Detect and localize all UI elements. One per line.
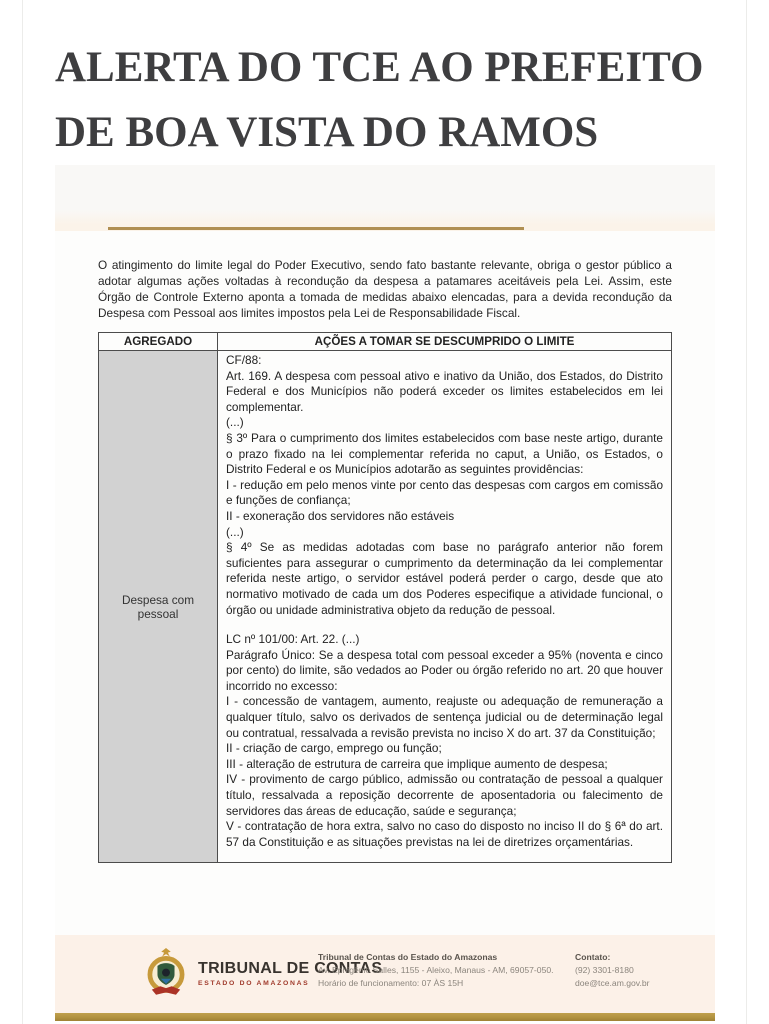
org-address: Av. Ephigênio Salles, 1155 - Aleixo, Manaus - AM, 69057-050. [318, 965, 554, 975]
contact-email: doe@tce.am.gov.br [575, 978, 650, 988]
contact-info [575, 951, 650, 990]
bottom-gold-bar [55, 1013, 715, 1021]
legal-text-line: LC nº 101/00: Art. 22. (...) [226, 632, 360, 647]
legal-text-line: I - redução em pelo menos vinte por cento das despesas com cargos em comissão e funções de confiança; [226, 477, 663, 508]
legal-text-line: (...) [226, 524, 244, 539]
legal-text-line: IV - provimento de cargo público, admissão ou contratação de pessoal a qualquer título, ressalvada a reposição decorrente de aposentadoria ou falecimento de servidores das áreas de educação, saúde e segurança; [226, 772, 663, 818]
brand-subtitle: ESTADO DO AMAZONAS [198, 980, 310, 987]
letterhead-footer [55, 935, 715, 1013]
org-name: Tribunal de Contas do Estado do Amazonas [318, 952, 498, 962]
document-body [55, 231, 715, 935]
actions-cell [218, 351, 672, 863]
row-label-cell: Despesa com pessoal [99, 351, 218, 863]
gold-divider-line [108, 227, 524, 230]
legal-text-line: (...) [226, 415, 244, 430]
contact-label: Contato: [575, 952, 611, 962]
page-title [55, 35, 725, 165]
table-row [99, 351, 672, 863]
table-header-row [99, 333, 672, 351]
letterhead-top-band [55, 165, 715, 231]
cf88-block [226, 353, 663, 618]
contact-phone: (92) 3301-8180 [575, 965, 634, 975]
lc101-block [226, 632, 663, 850]
legal-text-line: II - criação de cargo, emprego ou função; [226, 741, 442, 756]
legal-text-line: Parágrafo Único: Se a despesa total com pessoal exceder a 95% (noventa e cinco por cento) do limite, são vedados ao Poder ou órgão referido no art. 20 que houver incorrido no excesso: [226, 647, 663, 693]
page-title-line2: DE BOA VISTA DO RAMOS [55, 108, 599, 156]
brand-name: TRIBUNAL DE CONTAS [198, 960, 383, 977]
legal-text-line: I - concessão de vantagem, aumento, reajuste ou adequação de remuneração a qualquer título, salvo os derivados de sentença judicial ou de determinação legal ou contratual, ressalvada a revisão prevista no inciso X do art. 37 da Constituição; [226, 694, 663, 740]
page-title-line1: ALERTA DO TCE AO PREFEITO [55, 43, 704, 91]
legal-text-line: III - alteração de estrutura de carreira que implique aumento de despesa; [226, 756, 608, 771]
legal-text-line: V - contratação de hora extra, salvo no caso do disposto no inciso II do § 6ª do art. 57 da Constituição e as situações previstas na lei de diretrizes orçamentárias. [226, 819, 663, 849]
table-header-agregado: AGREGADO [99, 333, 218, 351]
page-left-rule [22, 0, 23, 1024]
limits-table [98, 332, 672, 863]
intro-paragraph: O atingimento do limite legal do Poder Executivo, sendo fato bastante relevante, obriga o gestor público a adotar algumas ações voltadas à recondução da despesa a patamares aceitáveis pela Lei. Assim, este Órgão de Controle Externo aponta a tomada de medidas abaixo elencadas, para a devida recondução da Despesa com Pessoal aos limites impostos pela Lei de Responsabilidade Fiscal. [98, 258, 672, 320]
legal-text-line: § 3º Para o cumprimento dos limites estabelecidos com base neste artigo, durante o prazo fixado na lei complementar referida no caput, a União, os Estados, o Distrito Federal e os Municípios adotarão as seguintes providências: [226, 430, 663, 477]
org-info [318, 951, 554, 990]
document-scan [55, 165, 715, 1021]
legal-text-line: CF/88: [226, 353, 262, 367]
table-header-acoes: AÇÕES A TOMAR SE DESCUMPRIDO O LIMITE [218, 333, 672, 351]
legal-text-line: II - exoneração dos servidores não estáveis [226, 508, 455, 523]
legal-text-line: Art. 169. A despesa com pessoal ativo e inativo da União, dos Estados, do Distrito Federal e dos Municípios não poderá exceder os limites estabelecidos em lei complementar. [226, 368, 663, 414]
legal-text-line: § 4º Se as medidas adotadas com base no parágrafo anterior não forem suficientes para assegurar o cumprimento da determinação da lei complementar referida neste artigo, o servidor estável poderá perder o cargo, desde que ato normativo motivado de cada um dos Poderes especifique a atividade funcional, o órgão ou unidade administrativa objeto da redução de pessoal. [226, 540, 663, 617]
org-hours: Horário de funcionamento: 07 ÀS 15H [318, 978, 464, 988]
tce-crest-icon [143, 947, 189, 1000]
page-right-rule [746, 0, 747, 1024]
